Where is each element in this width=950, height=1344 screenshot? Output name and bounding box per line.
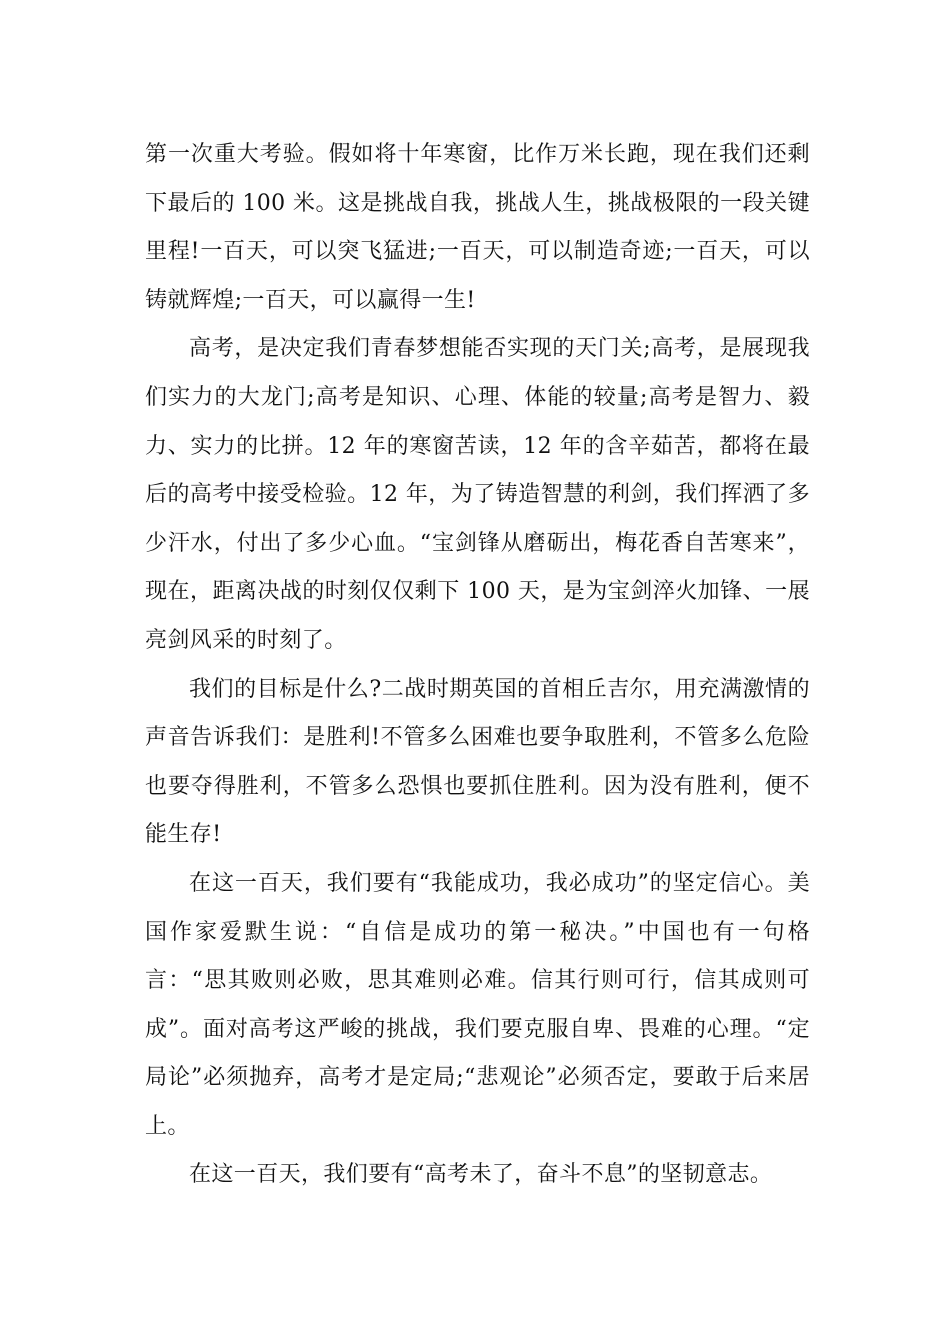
document-body <box>145 131 810 1200</box>
paragraph-1: 第一次重大考验。假如将十年寒窗，比作万米长跑，现在我们还剩下最后的 100 米。这是挑战自我，挑战人生，挑战极限的一段关键里程!一百天，可以突飞猛进;一百天，可以制造奇迹;一百天，可以铸就辉煌;一百天，可以赢得一生! <box>145 142 810 313</box>
paragraph-4: 在这一百天，我们要有“我能成功，我必成功”的坚定信心。美国作家爱默生说：“自信是成功的第一秘决。”中国也有一句格言：“思其败则必败，思其难则必难。信其行则可行，信其成则可成”。面对高考这严峻的挑战，我们要克服自卑、畏难的心理。“定局论”必须抛弃，高考才是定局;“悲观论”必须否定，要敢于后来居上。 <box>145 870 810 1139</box>
paragraph-2: 高考，是决定我们青春梦想能否实现的天门关;高考，是展现我们实力的大龙门;高考是知识、心理、体能的较量;高考是智力、毅力、实力的比拼。12 年的寒窗苦读，12 年的含辛茹苦，都将在最后的高考中接受检验。12 年，为了铸造智慧的利剑，我们挥洒了多少汗水，付出了多少心血。“宝剑锋从磨砺出，梅花香自苦寒来”，现在，距离决战的时刻仅仅剩下 100 天，是为宝剑淬火加锋、一展亮剑风采的时刻了。 <box>145 336 810 653</box>
paragraph-3: 我们的目标是什么?二战时期英国的首相丘吉尔，用充满激情的声音告诉我们：是胜利!不管多么困难也要争取胜利，不管多么危险也要夺得胜利，不管多么恐惧也要抓住胜利。因为没有胜利，便不能生存! <box>145 676 810 848</box>
paragraph-5: 在这一百天，我们要有“高考未了，奋斗不息”的坚韧意志。 <box>189 1162 773 1188</box>
